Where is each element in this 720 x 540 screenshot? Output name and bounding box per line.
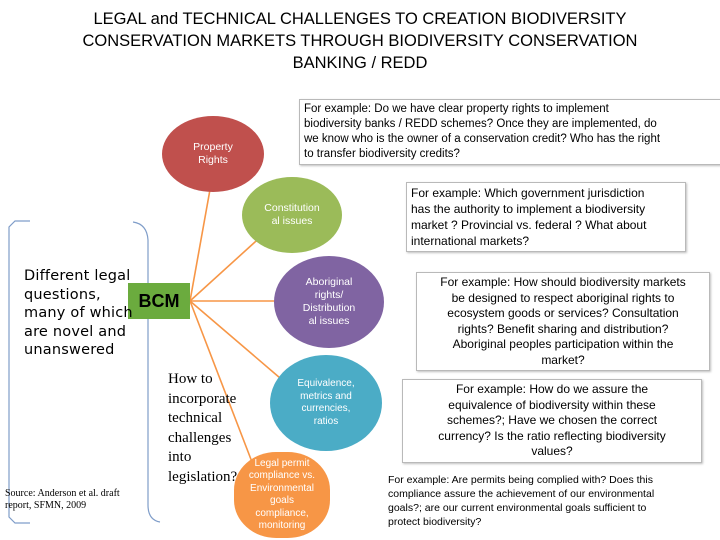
note-line: Aboriginal peoples participation within the bbox=[452, 337, 674, 351]
bubble-label: Legal permit bbox=[254, 457, 310, 469]
property-rights-bubble bbox=[162, 116, 264, 192]
equivalence-example-note bbox=[402, 379, 702, 463]
title-line: CONSERVATION MARKETS THROUGH BIODIVERSITY CONSERVATION bbox=[82, 32, 638, 50]
note-line: has the authority to implement a biodiversity bbox=[411, 202, 646, 216]
bubble-label: rights/ bbox=[314, 289, 344, 301]
left-caption-line: many of which bbox=[24, 305, 133, 321]
note-line: equivalence of biodiversity within these bbox=[448, 397, 656, 412]
bubble-label: monitoring bbox=[258, 520, 306, 531]
source-line: report, SFMN, 2009 bbox=[5, 500, 87, 511]
bcm-label: BCM bbox=[138, 290, 180, 311]
bubble-label: Constitution bbox=[264, 202, 320, 214]
how-to-line: legislation? bbox=[168, 468, 238, 485]
bubble-label: ratios bbox=[313, 415, 339, 427]
note-line: protect biodiversity? bbox=[388, 516, 482, 528]
note-line: we know who is the owner of a conservation credit? Who has the right bbox=[304, 133, 661, 145]
left-caption bbox=[24, 267, 139, 360]
how-to-line: into bbox=[168, 449, 192, 465]
note-line: to transfer biodiversity credits? bbox=[304, 148, 460, 160]
note-line: rights? Benefit sharing and distribution? bbox=[457, 321, 669, 336]
how-to-line: incorporate bbox=[168, 390, 237, 407]
note-line: international markets? bbox=[411, 234, 530, 248]
aboriginal-example-note bbox=[416, 272, 710, 371]
connector-property bbox=[190, 184, 211, 301]
bubble-label: Property bbox=[193, 141, 233, 153]
left-caption-line: Different legal bbox=[24, 268, 131, 284]
note-line: For example: Do we have clear property rights to implement bbox=[304, 103, 609, 115]
bubble-label: compliance vs. bbox=[248, 470, 316, 481]
connector-equivalence bbox=[190, 301, 280, 378]
bubble-label: compliance, bbox=[255, 507, 309, 519]
bubble-label: currencies, bbox=[301, 403, 351, 414]
how-to-line: technical bbox=[168, 410, 223, 426]
aboriginal-rights-bubble bbox=[274, 256, 384, 348]
note-line: ecosystem goods or services? Consultation bbox=[447, 306, 679, 320]
bubble-label: metrics and bbox=[300, 390, 352, 402]
title-line: BANKING / REDD bbox=[292, 54, 428, 72]
note-line: biodiversity banks / REDD schemes? Once they are implemented, do bbox=[304, 118, 657, 130]
note-line: compliance assure the achievement of our environmental bbox=[388, 488, 655, 500]
note-line: For example: How do we assure the bbox=[455, 382, 649, 396]
title-line: LEGAL and TECHNICAL CHALLENGES TO CREATION BIODIVERSITY bbox=[93, 10, 627, 28]
bubble-label: Equivalence, bbox=[297, 378, 355, 389]
note-line: goals?; are our current environmental goals sufficient to bbox=[388, 502, 647, 514]
note-line: market? bbox=[541, 352, 585, 367]
how-to-line: challenges bbox=[168, 429, 232, 446]
bubble-label: al issues bbox=[308, 315, 350, 327]
constitution-example-note bbox=[406, 182, 686, 252]
bubble-label: goals bbox=[270, 495, 294, 506]
how-to-line: How to bbox=[168, 371, 213, 387]
note-line: values? bbox=[531, 444, 573, 458]
bubble-label: al issues bbox=[271, 215, 313, 227]
constitutional-issues-bubble bbox=[242, 177, 342, 253]
bubble-label: Rights bbox=[198, 154, 228, 166]
permit-example-note bbox=[388, 473, 708, 529]
note-line: For example: Which government jurisdiction bbox=[411, 186, 645, 200]
source-citation bbox=[5, 488, 155, 512]
bubble-label: Distribution bbox=[302, 302, 356, 314]
bubble-label: Environmental bbox=[250, 482, 314, 494]
source-line: Source: Anderson et al. draft bbox=[5, 488, 120, 499]
left-caption-line: unanswered bbox=[24, 342, 115, 358]
connector-constitution bbox=[190, 232, 266, 301]
note-line: be designed to respect aboriginal rights to bbox=[451, 290, 675, 305]
bubble-label: Aboriginal bbox=[305, 276, 353, 288]
note-line: schemes?; Have we chosen the correct bbox=[446, 413, 658, 427]
left-caption-line: are novel and bbox=[24, 323, 127, 340]
note-line: currency? Is the ratio reflecting biodiversity bbox=[438, 428, 666, 443]
left-caption-line: questions, bbox=[24, 286, 101, 303]
property-example-note bbox=[299, 99, 720, 165]
note-line: For example: How should biodiversity markets bbox=[440, 275, 686, 289]
how-to-caption bbox=[168, 370, 278, 487]
note-line: market ? Provincial vs. federal ? What about bbox=[411, 218, 647, 232]
note-line: For example: Are permits being complied with? Does this bbox=[388, 474, 653, 486]
equivalence-bubble bbox=[270, 355, 382, 451]
